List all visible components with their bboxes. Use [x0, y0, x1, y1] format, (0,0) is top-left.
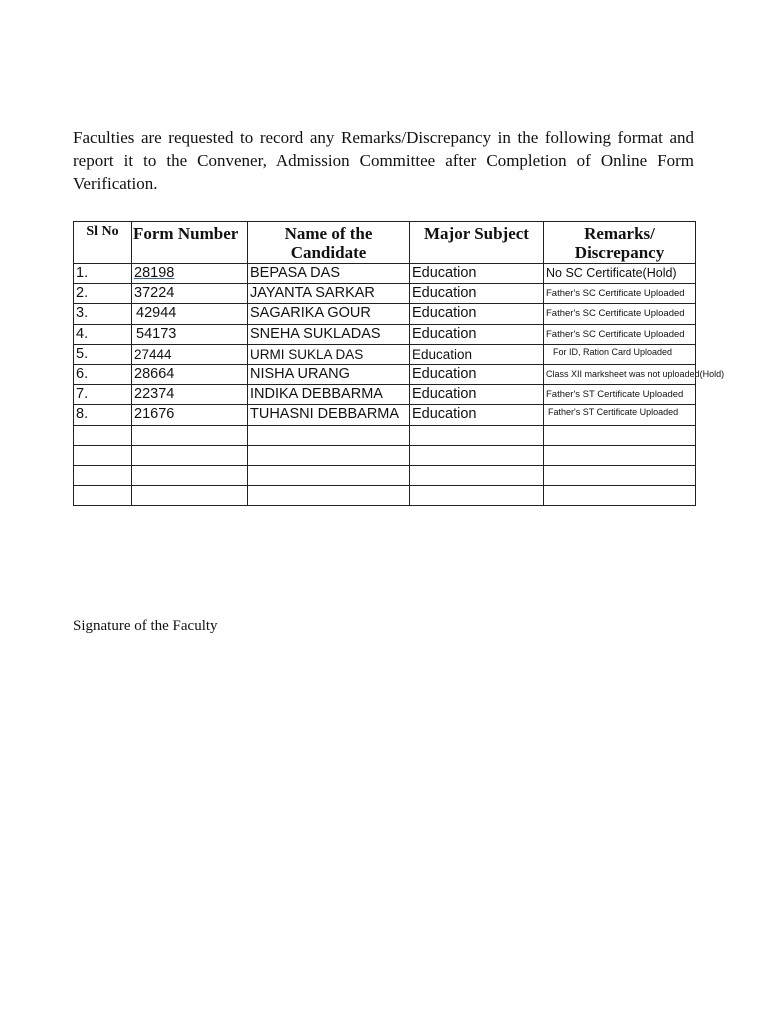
cell-remarks: Father's ST Certificate Uploaded	[544, 405, 696, 425]
remarks-table	[73, 221, 725, 506]
cell-form-number: 54173	[132, 324, 248, 344]
empty-cell	[74, 425, 132, 445]
instructions-paragraph: Faculties are requested to record any Remarks/Discrepancy in the following format and report it to the Convener, Admission Committee after Completion of Online Form Verification.	[73, 128, 694, 193]
table-row	[74, 405, 696, 425]
cell-major-subject: Education	[410, 344, 544, 364]
empty-cell	[248, 486, 410, 506]
table-row	[74, 344, 696, 364]
cell-remarks: Father's SC Certificate Uploaded	[544, 304, 696, 324]
cell-remarks: Father's SC Certificate Uploaded	[544, 284, 696, 304]
empty-cell	[74, 445, 132, 465]
cell-candidate-name: JAYANTA SARKAR	[248, 284, 410, 304]
cell-major-subject: Education	[410, 304, 544, 324]
table-row	[74, 264, 696, 284]
cell-major-subject: Education	[410, 324, 544, 344]
cell-sl-no: 6.	[74, 364, 132, 384]
cell-remarks: No SC Certificate(Hold)	[544, 264, 696, 284]
empty-cell	[544, 425, 696, 445]
header-form-number: Form Number	[132, 222, 248, 264]
empty-cell	[132, 445, 248, 465]
table-row	[74, 304, 696, 324]
cell-remarks: For ID, Ration Card Uploaded	[544, 344, 696, 364]
empty-cell	[248, 445, 410, 465]
cell-form-number: 22374	[132, 385, 248, 405]
empty-cell	[132, 465, 248, 485]
cell-candidate-name: SAGARIKA GOUR	[248, 304, 410, 324]
cell-form-number: 21676	[132, 405, 248, 425]
header-sl-no: Sl No	[74, 222, 132, 264]
cell-sl-no: 7.	[74, 385, 132, 405]
cell-sl-no: 1.	[74, 264, 132, 284]
empty-cell	[248, 425, 410, 445]
cell-sl-no: 3.	[74, 304, 132, 324]
form-number-link[interactable]: 28198	[134, 265, 175, 282]
cell-sl-no: 2.	[74, 284, 132, 304]
table-body	[74, 264, 725, 506]
empty-cell	[132, 486, 248, 506]
cell-major-subject: Education	[410, 385, 544, 405]
cell-form-number: 42944	[132, 304, 248, 324]
cell-remarks: Father's SC Certificate Uploaded	[544, 324, 696, 344]
header-major-subject: Major Subject	[410, 222, 544, 264]
cell-candidate-name: INDIKA DEBBARMA	[248, 385, 410, 405]
empty-table-row	[74, 486, 696, 506]
cell-candidate-name: SNEHA SUKLADAS	[248, 324, 410, 344]
cell-sl-no: 4.	[74, 324, 132, 344]
empty-cell	[544, 486, 696, 506]
cell-candidate-name: URMI SUKLA DAS	[248, 344, 410, 364]
empty-table-row	[74, 445, 696, 465]
cell-candidate-name: NISHA URANG	[248, 364, 410, 384]
table-header-row	[74, 222, 696, 264]
cell-major-subject: Education	[410, 264, 544, 284]
cell-form-number: 37224	[132, 284, 248, 304]
table-row	[74, 324, 696, 344]
header-candidate-name: Name of the Candidate	[248, 222, 410, 264]
empty-cell	[544, 465, 696, 485]
cell-sl-no: 5.	[74, 344, 132, 364]
cell-sl-no: 8.	[74, 405, 132, 425]
empty-cell	[248, 465, 410, 485]
cell-form-number	[132, 264, 248, 284]
signature-label: Signature of the Faculty	[73, 618, 218, 634]
empty-cell	[410, 465, 544, 485]
table-row	[74, 284, 696, 304]
empty-cell	[74, 465, 132, 485]
cell-remarks: Father's ST Certificate Uploaded	[544, 385, 696, 405]
cell-candidate-name: BEPASA DAS	[248, 264, 410, 284]
empty-table-row	[74, 425, 696, 445]
cell-major-subject: Education	[410, 364, 544, 384]
table-row	[74, 364, 696, 384]
empty-cell	[410, 445, 544, 465]
empty-cell	[74, 486, 132, 506]
empty-cell	[544, 445, 696, 465]
empty-table-row	[74, 465, 696, 485]
cell-candidate-name: TUHASNI DEBBARMA	[248, 405, 410, 425]
header-remarks: Remarks/ Discrepancy	[544, 222, 696, 264]
empty-cell	[410, 486, 544, 506]
cell-remarks: Class XII marksheet was not uploaded(Hold)	[544, 364, 696, 384]
cell-major-subject: Education	[410, 284, 544, 304]
cell-form-number: 27444	[132, 344, 248, 364]
cell-form-number: 28664	[132, 364, 248, 384]
empty-cell	[132, 425, 248, 445]
table-row	[74, 385, 696, 405]
cell-major-subject: Education	[410, 405, 544, 425]
empty-cell	[410, 425, 544, 445]
